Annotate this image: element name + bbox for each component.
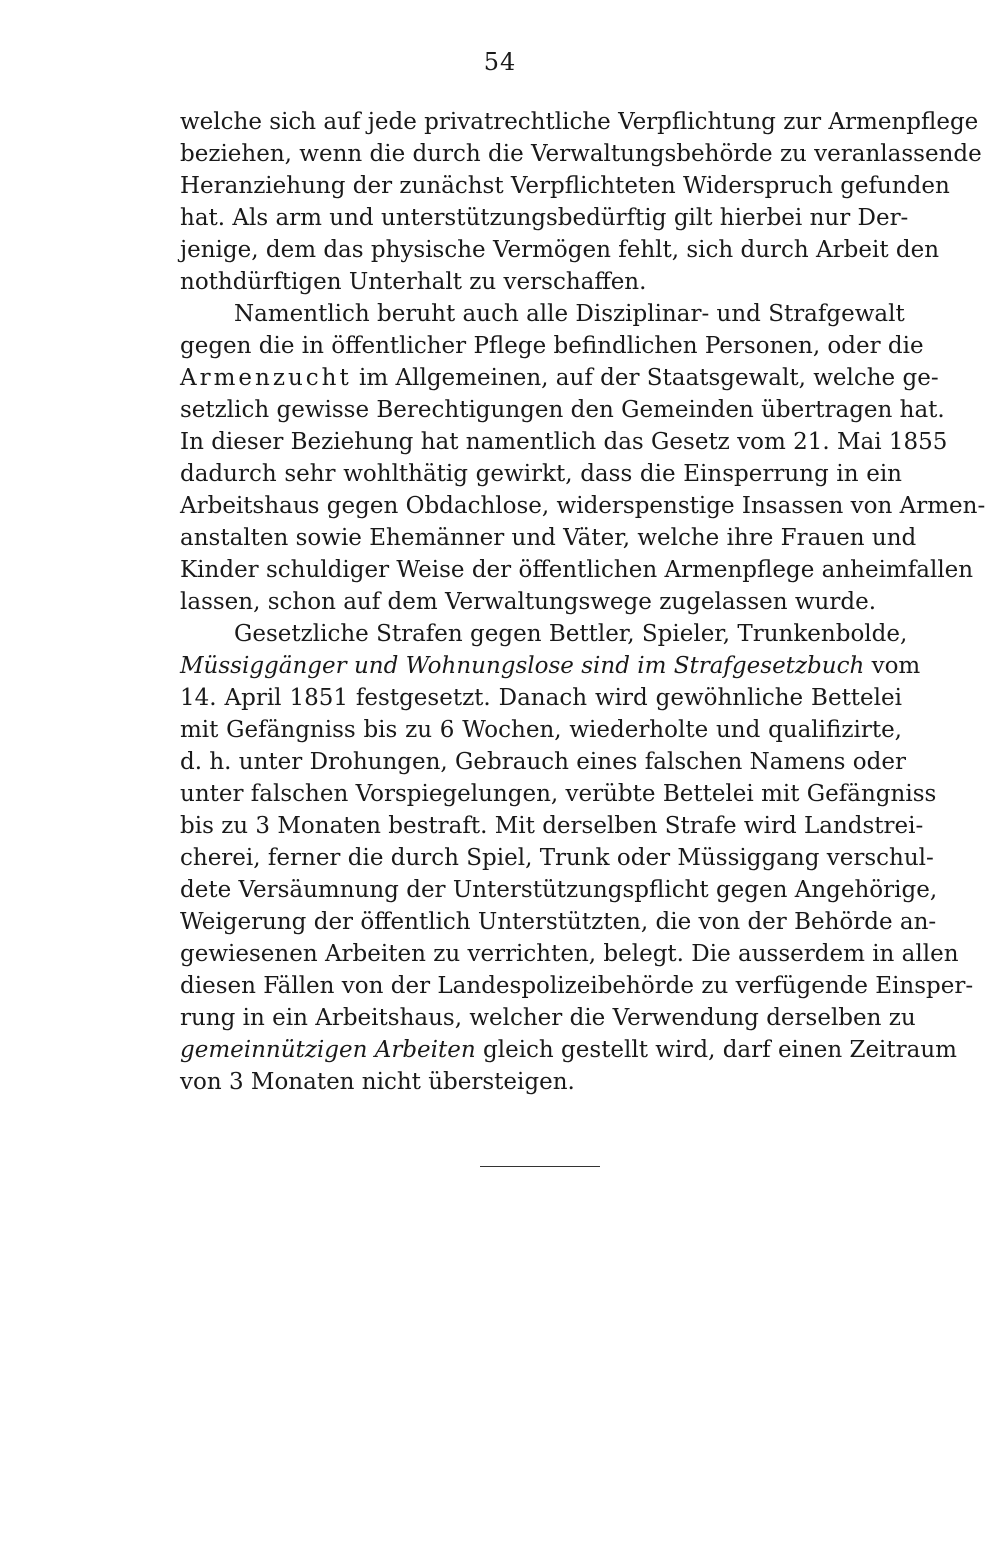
text-line: bis zu 3 Monaten bestraft. Mit derselben Strafe wird Landstrei- xyxy=(180,813,924,839)
text-line: anstalten sowie Ehemänner und Väter, welche ihre Frauen und xyxy=(180,525,917,551)
text-segment: Müssiggänger und Wohnungslose sind im Strafgesetzbuch xyxy=(180,653,865,679)
text-line xyxy=(180,362,939,394)
text-line: Namentlich beruht auch alle Disziplinar- und Strafgewalt xyxy=(234,301,905,327)
text-line: gewiesenen Arbeiten zu verrichten, belegt. Die ausserdem in allen xyxy=(180,941,959,967)
body-text xyxy=(180,106,986,1098)
text-line: In dieser Beziehung hat namentlich das Gesetz vom 21. Mai 1855 xyxy=(180,429,948,455)
text-segment: Armenzucht xyxy=(180,365,352,391)
text-line: hat. Als arm und unterstützungsbedürftig gilt hierbei nur Der- xyxy=(180,205,909,231)
text-line: welche sich auf jede privatrechtliche Verpflichtung zur Armenpflege xyxy=(180,109,979,135)
text-segment: gleich gestellt wird, darf einen Zeitraum xyxy=(475,1037,957,1063)
text-line: gegen die in öffentlicher Pflege befindlichen Personen, oder die xyxy=(180,333,924,359)
text-line: von 3 Monaten nicht übersteigen. xyxy=(180,1069,575,1095)
text-line: cherei, ferner die durch Spiel, Trunk oder Müssiggang verschul- xyxy=(180,845,934,871)
text-segment: vom xyxy=(864,653,921,679)
text-line: diesen Fällen von der Landespolizeibehörde zu verfügende Einsper- xyxy=(180,973,974,999)
text-line: d. h. unter Drohungen, Gebrauch eines falschen Namens oder xyxy=(180,749,906,775)
text-line: jenige, dem das physische Vermögen fehlt, sich durch Arbeit den xyxy=(180,237,940,263)
text-line: mit Gefängniss bis zu 6 Wochen, wiederholte und qualifizirte, xyxy=(180,717,902,743)
text-line: setzlich gewisse Berechtigungen den Gemeinden übertragen hat. xyxy=(180,397,945,423)
text-segment: im Allgemeinen, auf der Staatsgewalt, welche ge- xyxy=(351,365,939,391)
end-rule xyxy=(480,1166,600,1167)
text-line: lassen, schon auf dem Verwaltungswege zugelassen wurde. xyxy=(180,589,877,615)
text-line: unter falschen Vorspiegelungen, verübte Bettelei mit Gefängniss xyxy=(180,781,937,807)
text-line: beziehen, wenn die durch die Verwaltungsbehörde zu veranlassende xyxy=(180,141,982,167)
text-line xyxy=(180,650,921,682)
text-line: 14. April 1851 festgesetzt. Danach wird gewöhnliche Bettelei xyxy=(180,685,902,711)
text-line: dadurch sehr wohlthätig gewirkt, dass die Einsperrung in ein xyxy=(180,461,902,487)
text-line: Heranziehung der zunächst Verpflichteten Widerspruch gefunden xyxy=(180,173,950,199)
text-line: dete Versäumnung der Unterstützungspflicht gegen Angehörige, xyxy=(180,877,938,903)
text-line: Weigerung der öffentlich Unterstützten, die von der Behörde an- xyxy=(180,909,937,935)
text-line: Kinder schuldiger Weise der öffentlichen Armenpflege anheimfallen xyxy=(180,557,974,583)
text-line xyxy=(180,1034,957,1066)
text-line: Gesetzliche Strafen gegen Bettler, Spieler, Trunkenbolde, xyxy=(234,621,908,647)
text-segment: gemeinnützigen Arbeiten xyxy=(180,1037,476,1063)
text-line: nothdürftigen Unterhalt zu verschaffen. xyxy=(180,269,647,295)
text-line: rung in ein Arbeitshaus, welcher die Verwendung derselben zu xyxy=(180,1005,916,1031)
text-line: Arbeitshaus gegen Obdachlose, widerspenstige Insassen von Armen- xyxy=(180,493,986,519)
page-number: 54 xyxy=(483,48,517,76)
